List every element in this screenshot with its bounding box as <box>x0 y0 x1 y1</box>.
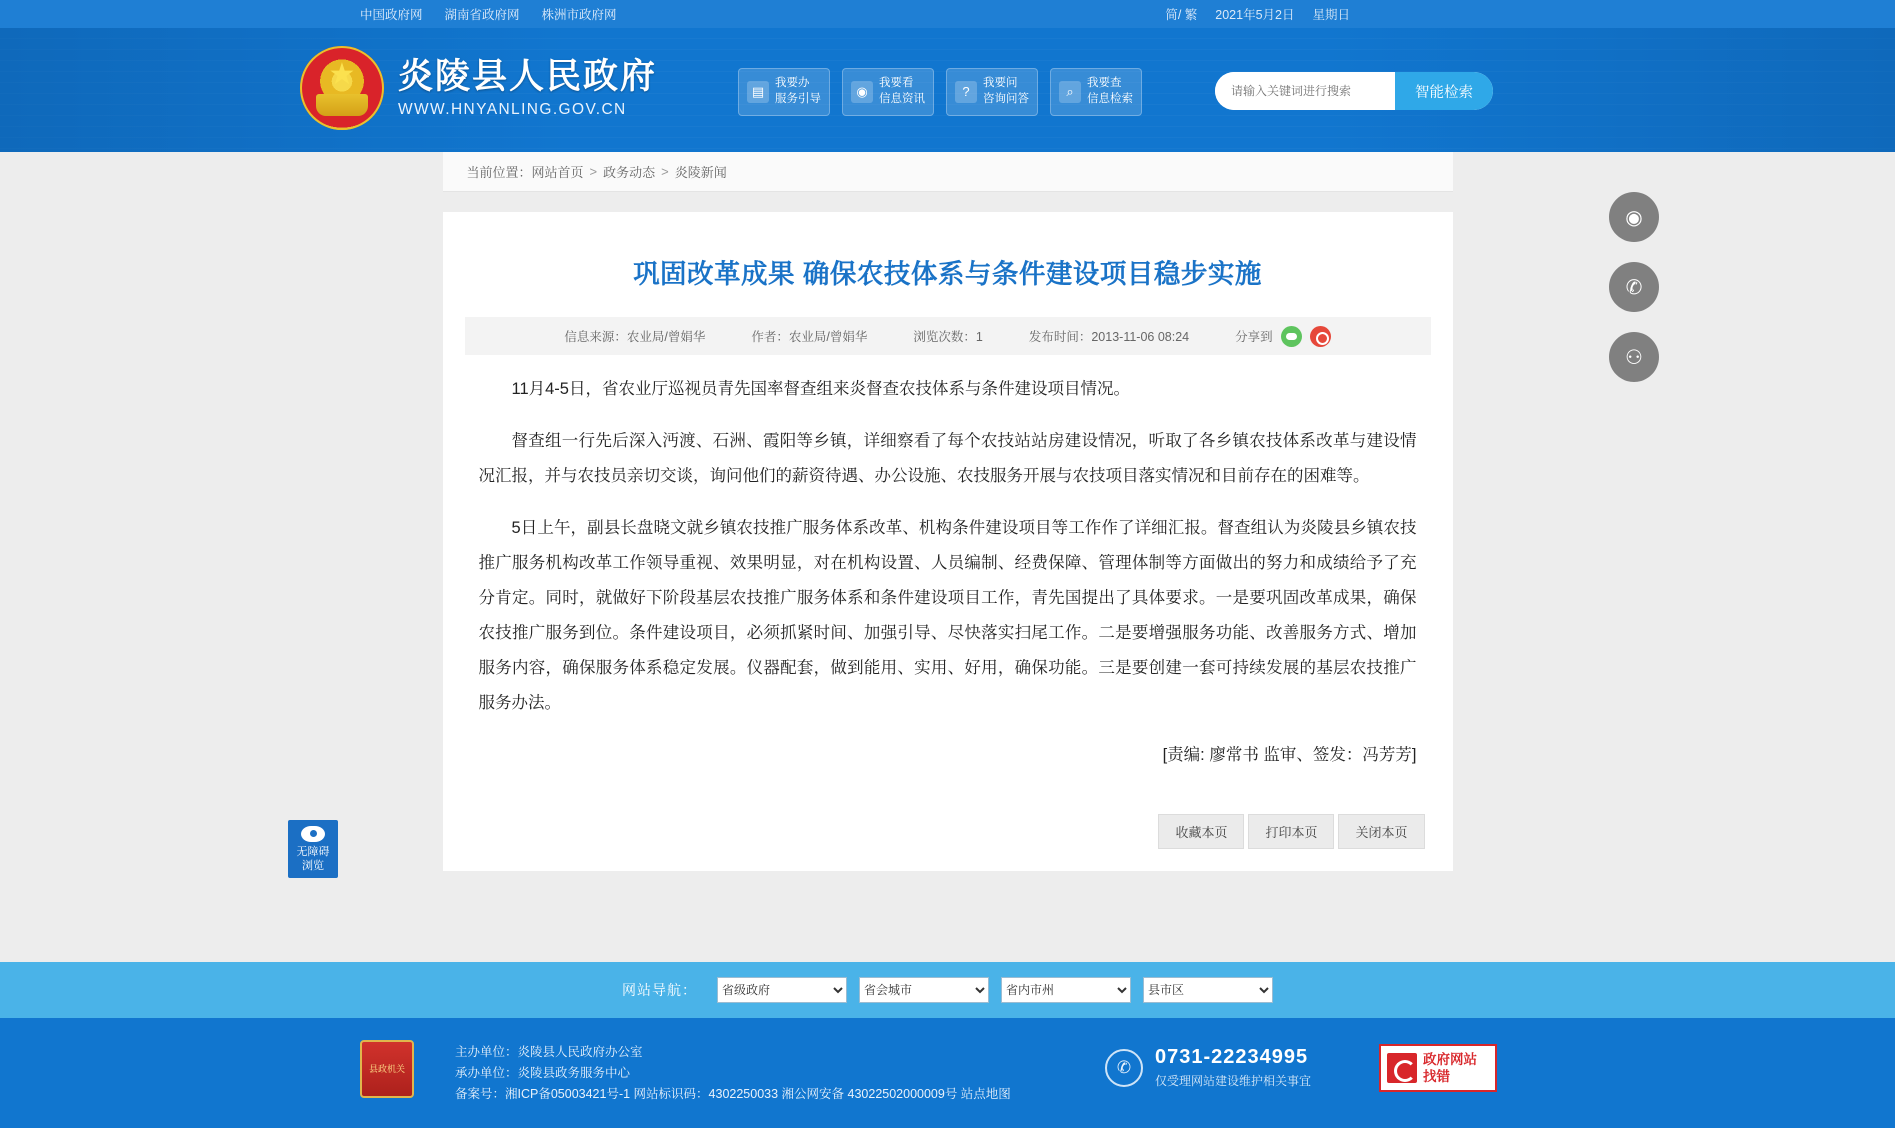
share-group <box>1235 326 1331 347</box>
footer-phone-note: 仅受理网站建设维护相关事宜 <box>1155 1074 1312 1088</box>
breadcrumb-item-home[interactable]: 网站首页 <box>531 165 584 180</box>
top-link-zhuzhou-gov[interactable]: 株洲市政府网 <box>541 8 617 22</box>
quicknav-qa-line2: 咨询问答 <box>983 93 1029 105</box>
seal-text: 县政机关 <box>368 1063 405 1074</box>
float-eye-icon[interactable]: ◉ <box>1609 192 1659 242</box>
top-link-china-gov[interactable]: 中国政府网 <box>360 8 423 22</box>
national-emblem-icon <box>300 46 384 130</box>
select-prefecture-city[interactable] <box>1001 977 1131 1003</box>
select-province-gov[interactable] <box>717 977 847 1003</box>
footer-info <box>455 1042 1011 1105</box>
gov-website-report-badge[interactable] <box>1379 1044 1497 1092</box>
content-column <box>443 152 1453 871</box>
footer-line-operator: 承办单位：炎陵县政务服务中心 <box>455 1066 631 1080</box>
site-nav-strip <box>0 962 1895 1018</box>
top-bar-info <box>1165 5 1350 23</box>
footer-phone-block <box>1105 1046 1311 1089</box>
phone-icon: ✆ <box>1105 1049 1143 1087</box>
government-seal-icon <box>360 1040 414 1098</box>
breadcrumb-separator: > <box>661 164 669 179</box>
share-label: 分享到 <box>1235 330 1273 344</box>
search-button[interactable]: 智能检索 <box>1395 72 1493 110</box>
breadcrumb <box>443 152 1453 192</box>
quicknav-service-guide-line1: 我要办 <box>775 77 810 90</box>
search-icon: ⌕ <box>1059 81 1081 103</box>
meta-author-label: 作者： <box>751 330 789 344</box>
article-paragraph: 5日上午，副县长盘晓文就乡镇农技推广服务体系改革、机构条件建设项目等工作作了详细汇报。督查组认为炎陵县乡镇农技推广服务机构改革工作领导重视、效果明显，对在机构设置、人员编制、经费保障、管理体制等方面做出的努力和成绩给予了充分肯定。同时，就做好下阶段基层农技推广服务体系和条件建设项目工作，青先国提出了具体要求。一是要巩固改革成果，确保农技推广服务到位。条件建设项目，必须抓紧时间、加强引导、尽快落实扫尾工作。二是要增强服务功能、改善服务方式、增加服务内容，确保服务体系稳定发展。仪器配套，做到能用、实用、好用，确保功能。三是要创建一套可持续发展的基层农技推广服务办法。 <box>478 519 1417 712</box>
quicknav-news-line1: 我要看 <box>879 77 914 90</box>
site-header <box>0 28 1895 152</box>
share-weibo-icon[interactable] <box>1310 326 1331 347</box>
article-body <box>465 372 1431 773</box>
footer-line-host: 主办单位：炎陵县人民政府办公室 <box>455 1045 643 1059</box>
accessibility-label-line2: 浏览 <box>302 860 324 872</box>
quicknav-news[interactable] <box>842 68 934 116</box>
meta-publish-label: 发布时间： <box>1028 330 1092 344</box>
site-title: 炎陵县人民政府 <box>398 56 658 96</box>
accessibility-label-line1: 无障碍 <box>296 846 330 858</box>
quick-nav <box>738 68 1142 116</box>
select-capital-city[interactable] <box>859 977 989 1003</box>
quicknav-news-line2: 信息资讯 <box>879 93 925 105</box>
article-paragraph: 督查组一行先后深入沔渡、石洲、霞阳等乡镇，详细察看了每个农技站站房建设情况，听取了各乡镇农技体系改革与建设情况汇报，并与农技员亲切交谈，询问他们的薪资待遇、办公设施、农技服务开展与农技项目落实情况和目前存在的困难等。 <box>478 432 1417 485</box>
meta-author <box>751 327 867 345</box>
meta-publish-value: 2013-11-06 08:24 <box>1091 330 1190 344</box>
article <box>443 212 1453 871</box>
page-body <box>0 152 1895 962</box>
current-date: 2021年5月2日 <box>1215 8 1295 22</box>
top-bar <box>0 0 1895 28</box>
meta-publish <box>1029 327 1189 345</box>
article-meta <box>465 317 1431 355</box>
eye-icon: ◉ <box>851 81 873 103</box>
site-logo[interactable] <box>300 46 657 130</box>
site-nav-label: 网站导航： <box>622 982 697 998</box>
article-actions <box>465 790 1431 855</box>
accessibility-button[interactable] <box>288 820 338 878</box>
breadcrumb-item-affairs[interactable]: 政务动态 <box>603 165 656 180</box>
top-bar-links <box>360 5 617 23</box>
quicknav-service-guide-line2: 服务引导 <box>775 93 821 105</box>
question-icon: ? <box>955 81 977 103</box>
quicknav-search-line1: 我要查 <box>1087 77 1122 90</box>
breadcrumb-label: 当前位置： <box>466 165 532 180</box>
float-toolbar <box>1609 192 1659 382</box>
quicknav-qa-line1: 我要问 <box>983 77 1018 90</box>
select-county-district[interactable] <box>1143 977 1273 1003</box>
report-badge-line1: 政府网站 <box>1423 1052 1477 1067</box>
search-box <box>1215 72 1493 110</box>
print-button[interactable]: 打印本页 <box>1248 814 1334 849</box>
site-url: WWW.HNYANLING.GOV.CN <box>398 101 627 119</box>
footer-line-icp: 备案号：湘ICP备05003421号-1 网站标识码：4302250033 湘公网安备 43022502000009号 站点地图 <box>455 1087 1011 1101</box>
page-title: 巩固改革成果 确保农技体系与条件建设项目稳步实施 <box>633 259 1262 289</box>
top-link-hunan-gov[interactable]: 湖南省政府网 <box>444 8 520 22</box>
accessibility-eye-icon <box>301 826 325 842</box>
meta-views-label: 浏览次数： <box>913 330 976 344</box>
share-wechat-icon[interactable] <box>1281 326 1302 347</box>
language-toggle[interactable]: 简/ 繁 <box>1165 8 1198 22</box>
float-weibo-icon[interactable]: ⚇ <box>1609 332 1659 382</box>
search-input[interactable] <box>1215 72 1395 110</box>
breadcrumb-separator: > <box>589 164 598 179</box>
footer-phone-number: 0731-22234995 <box>1155 1046 1309 1068</box>
quicknav-qa[interactable] <box>946 68 1038 116</box>
report-badge-line2: 找错 <box>1423 1069 1450 1084</box>
article-paragraph: 11月4-5日，省农业厅巡视员青先国率督查组来炎督查农技体系与条件建设项目情况。 <box>511 380 1130 398</box>
meta-author-value: 农业局/曾娟华 <box>788 330 868 344</box>
document-icon: ▤ <box>747 81 769 103</box>
site-title-block <box>398 57 657 119</box>
quicknav-search-line2: 信息检索 <box>1087 93 1133 105</box>
meta-source-value: 农业局/曾娟华 <box>626 330 706 344</box>
close-button[interactable]: 关闭本页 <box>1338 814 1424 849</box>
meta-source-label: 信息来源： <box>564 330 627 344</box>
meta-source <box>564 327 705 345</box>
meta-views-value: 1 <box>975 330 983 344</box>
favorite-button[interactable]: 收藏本页 <box>1158 814 1244 849</box>
current-weekday: 星期日 <box>1312 8 1350 22</box>
quicknav-service-guide[interactable] <box>738 68 830 116</box>
float-wechat-icon[interactable]: ✆ <box>1609 262 1659 312</box>
breadcrumb-item-news[interactable]: 炎陵新闻 <box>674 165 727 180</box>
site-footer <box>0 1018 1895 1128</box>
quicknav-search[interactable] <box>1050 68 1142 116</box>
meta-views <box>913 327 982 345</box>
report-badge-icon <box>1387 1053 1417 1083</box>
article-signature: [责编: 廖常书 监审、签发：冯芳芳] <box>1162 746 1417 764</box>
